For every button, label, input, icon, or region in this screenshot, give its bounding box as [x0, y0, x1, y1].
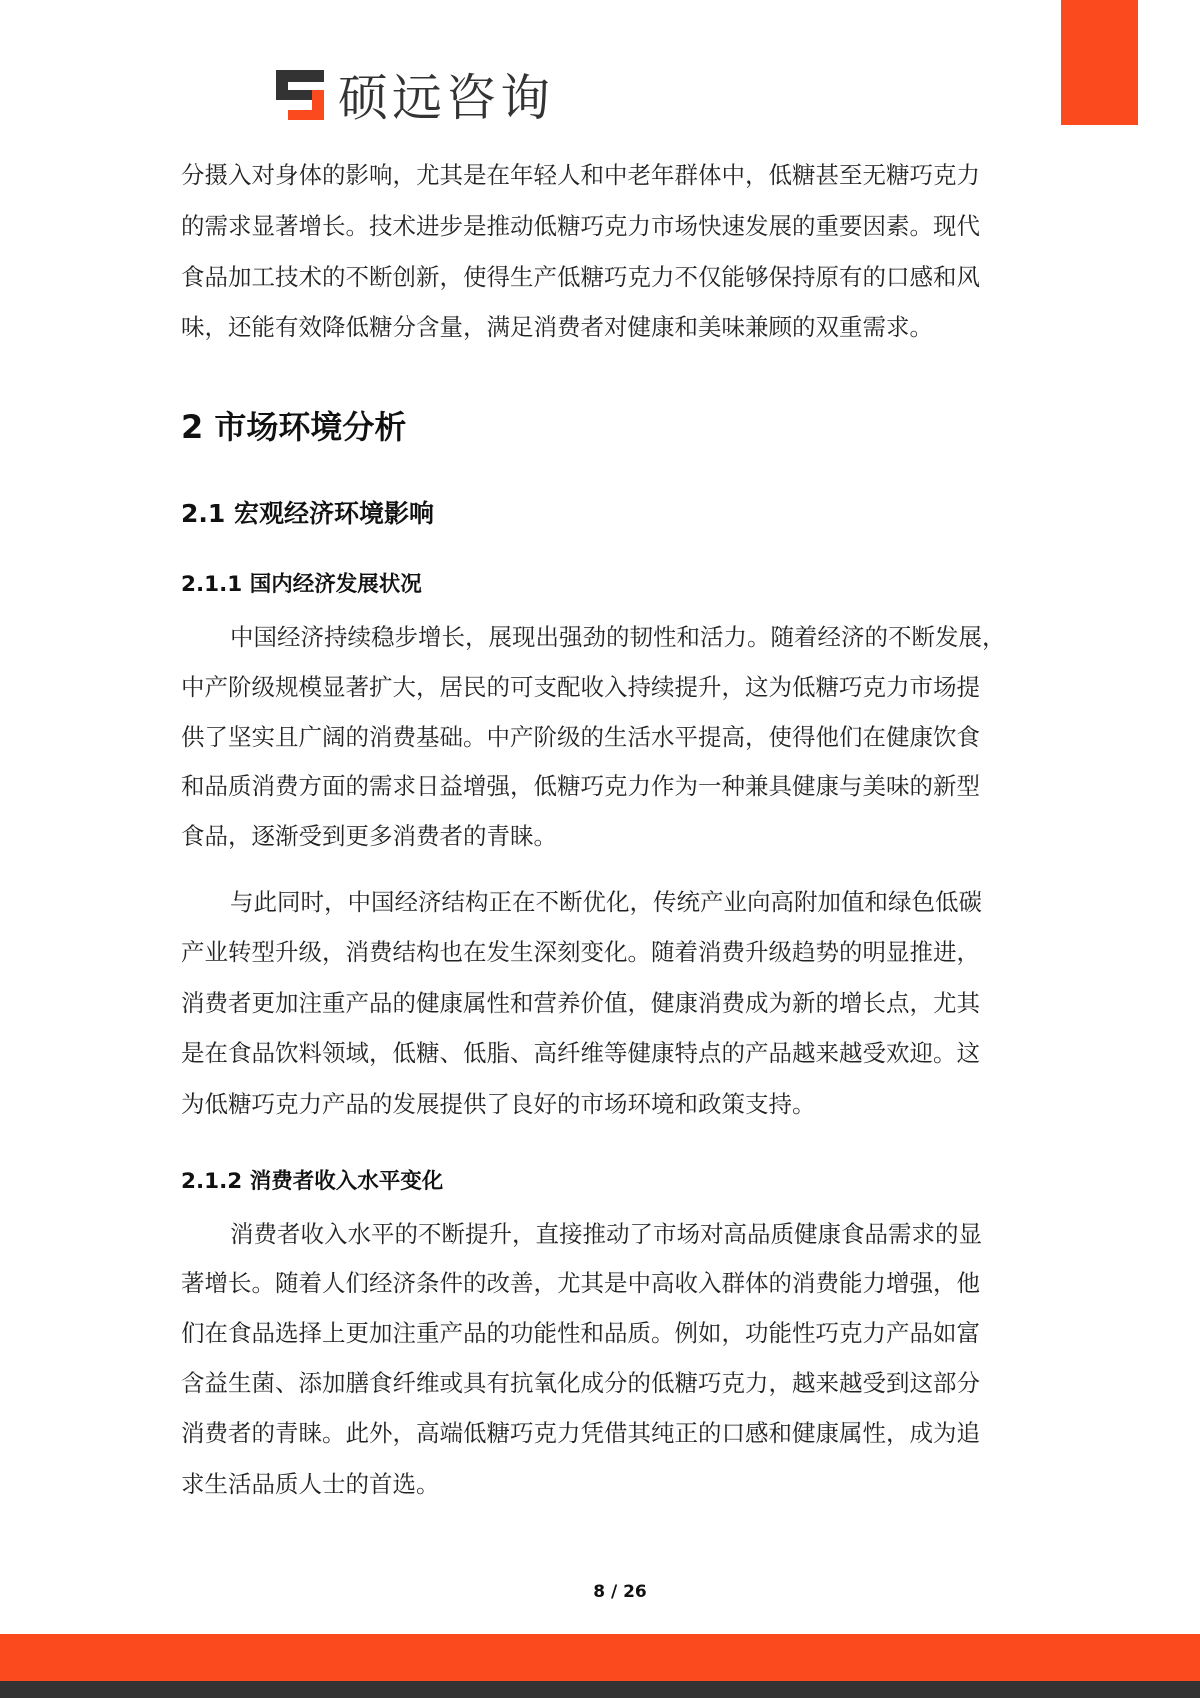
logo-mark-icon: [276, 68, 328, 120]
text-line: 中国经济持续稳步增长，展现出强劲的韧性和活力。随着经济的不断发展，: [230, 623, 1006, 651]
text-line: 和品质消费方面的需求日益增强，低糖巧克力作为一种兼具健康与美味的新型: [181, 772, 980, 800]
text-line: 的需求显著增长。技术进步是推动低糖巧克力市场快速发展的重要因素。现代: [181, 212, 980, 240]
text-line: 供了坚实且广阔的消费基础。中产阶级的生活水平提高，使得他们在健康饮食: [181, 723, 980, 751]
text-line: 消费者的青睐。此外，高端低糖巧克力凭借其纯正的口感和健康属性，成为追: [181, 1419, 980, 1447]
footer-band: [0, 1634, 1200, 1681]
text-line: 与此同时，中国经济结构正在不断优化，传统产业向高附加值和绿色低碳: [230, 888, 982, 916]
text-line: 产业转型升级，消费结构也在发生深刻变化。随着消费升级趋势的明显推进，: [181, 938, 980, 966]
section-heading: 2 市场环境分析: [181, 408, 407, 446]
corner-accent: [1061, 0, 1138, 125]
text-line: 著增长。随着人们经济条件的改善，尤其是中高收入群体的消费能力增强，他: [181, 1269, 980, 1297]
text-line: 消费者收入水平的不断提升，直接推动了市场对高品质健康食品需求的显: [230, 1220, 982, 1248]
company-logo: [276, 64, 554, 127]
text-line: 味，还能有效降低糖分含量，满足消费者对健康和美味兼顾的双重需求。: [181, 313, 933, 341]
text-line: 是在食品饮料领域，低糖、低脂、高纤维等健康特点的产品越来越受欢迎。这: [181, 1039, 980, 1067]
text-line: 消费者更加注重产品的健康属性和营养价值，健康消费成为新的增长点，尤其: [181, 989, 980, 1017]
subsubsection-heading-domestic-economy: 2.1.1 国内经济发展状况: [181, 572, 422, 597]
subsection-heading: 2.1 宏观经济环境影响: [181, 499, 434, 528]
text-line: 分摄入对身体的影响，尤其是在年轻人和中老年群体中，低糖甚至无糖巧克力: [181, 161, 980, 189]
logo-text: 硕远咨询: [338, 69, 554, 127]
footer-dark-strip: [0, 1681, 1200, 1698]
text-line: 中产阶级规模显著扩大，居民的可支配收入持续提升，这为低糖巧克力市场提: [181, 673, 980, 701]
subsubsection-heading-income: 2.1.2 消费者收入水平变化: [181, 1169, 444, 1194]
text-line: 求生活品质人士的首选。: [181, 1470, 440, 1498]
page-number: 8 / 26: [593, 1582, 647, 1602]
text-line: 食品加工技术的不断创新，使得生产低糖巧克力不仅能够保持原有的口感和风: [181, 263, 980, 291]
text-line: 含益生菌、添加膳食纤维或具有抗氧化成分的低糖巧克力，越来越受到这部分: [181, 1369, 980, 1397]
text-line: 们在食品选择上更加注重产品的功能性和品质。例如，功能性巧克力产品如富: [181, 1319, 980, 1347]
text-line: 为低糖巧克力产品的发展提供了良好的市场环境和政策支持。: [181, 1090, 816, 1118]
text-line: 食品，逐渐受到更多消费者的青睐。: [181, 822, 557, 850]
